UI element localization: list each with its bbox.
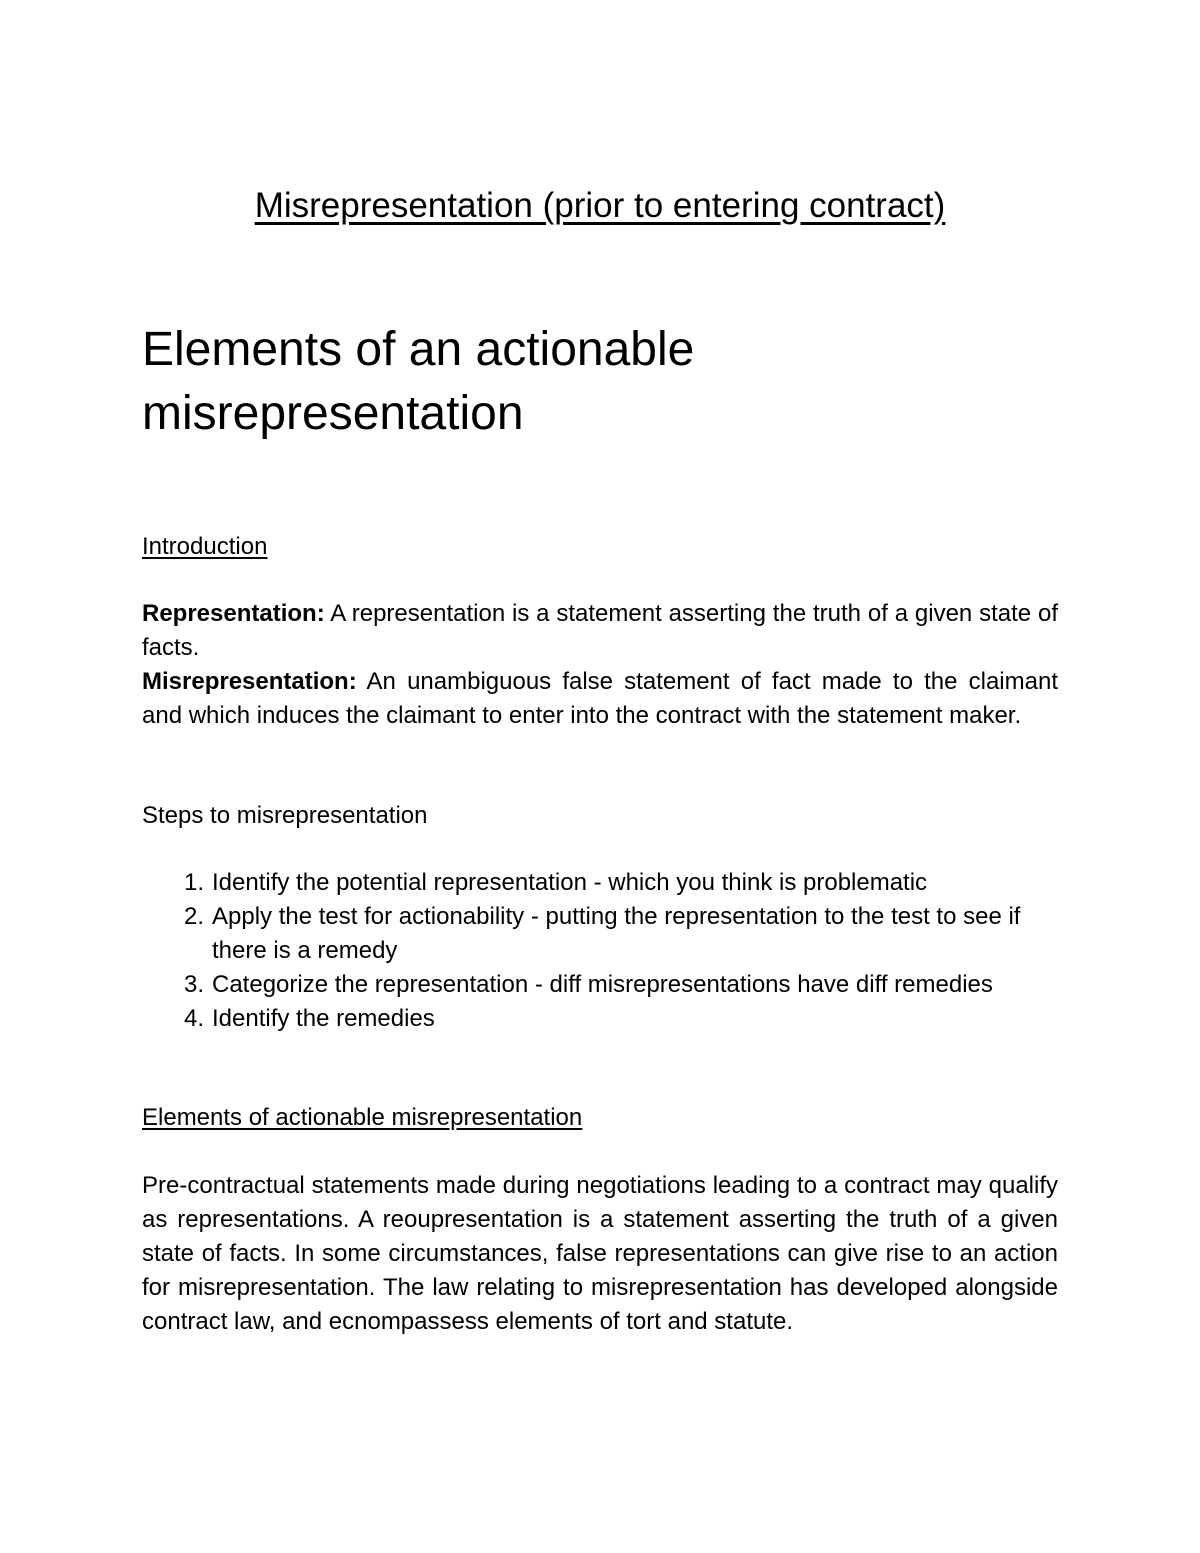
list-item [142, 866, 1058, 900]
representation-definition [142, 597, 1058, 665]
step-text: Apply the test for actionability - putting the representation to the test to see if there is a remedy [212, 903, 1021, 964]
elements-label: Elements of actionable misrepresentation [142, 1104, 583, 1131]
elements-paragraph: Pre-contractual statements made during negotiations leading to a contract may qualify as representations. A reoupresentation is a statement asserting the truth of a given state of facts. In some circumstances, false representations can give rise to an action for misrepresentation. The law relating to misrepresentation has developed alongside contract law, and ecnompassess elements of tort and statute. [142, 1172, 1058, 1335]
list-item [142, 1002, 1058, 1036]
misrepresentation-definition [142, 665, 1058, 733]
list-item [142, 968, 1058, 1002]
step-number: 2. [183, 903, 204, 930]
main-heading: Elements of an actionable misrepresentation [142, 323, 695, 440]
elements-block [142, 1169, 1058, 1339]
misrepresentation-text: An unambiguous false statement of fact made to the claimant and which induces the claimant to enter into the contract with the statement maker. [142, 668, 1058, 729]
step-text: Identify the remedies [212, 1005, 435, 1032]
definitions-block [142, 597, 1058, 733]
misrepresentation-term: Misrepresentation: [142, 668, 357, 695]
step-number: 1. [183, 869, 204, 896]
introduction-label: Introduction [142, 533, 268, 560]
representation-text: A representation is a statement asserting the truth of a given state of facts. [142, 600, 1058, 661]
step-number: 3. [183, 971, 204, 998]
step-text: Identify the potential representation - which you think is problematic [212, 869, 928, 896]
document-title: Misrepresentation (prior to entering contract) [254, 186, 946, 225]
representation-term: Representation: [142, 600, 325, 627]
steps-list [142, 866, 1058, 1036]
step-number: 4. [183, 1005, 204, 1032]
list-item [142, 900, 1058, 968]
steps-label: Steps to misrepresentation [142, 802, 428, 829]
step-text: Categorize the representation - diff misrepresentations have diff remedies [212, 971, 993, 998]
